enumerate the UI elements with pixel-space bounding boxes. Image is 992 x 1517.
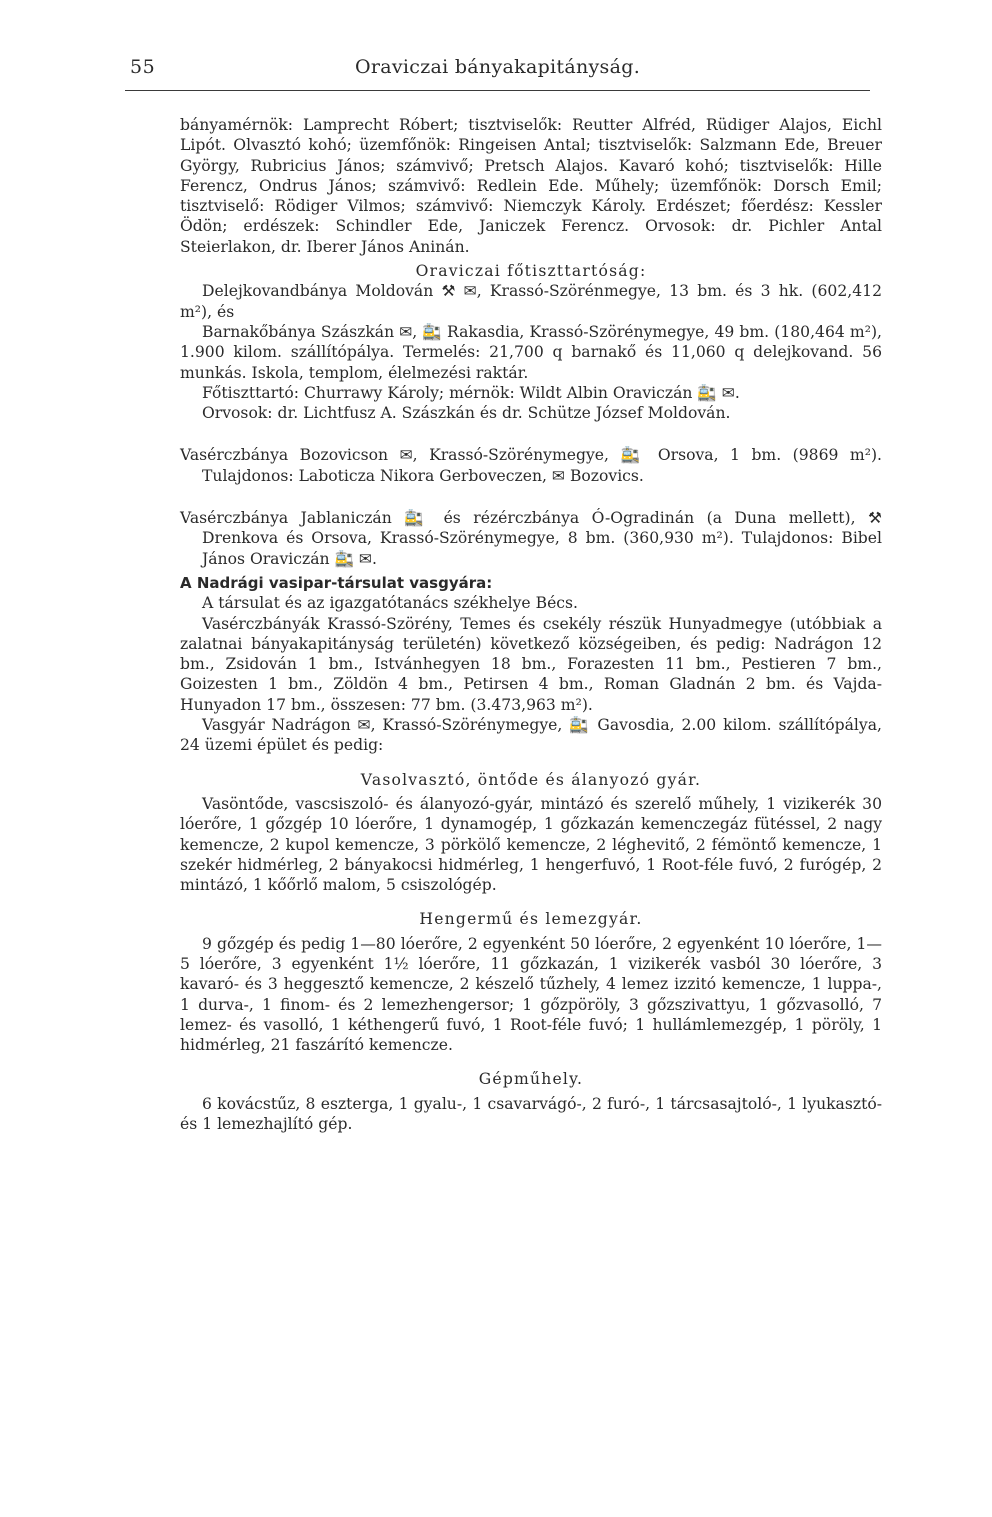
nadrag-paragraph-2: Vasérczbányák Krassó-Szörény, Temes és csekély részük Hunyadmegye (utóbbiak a zalatnai bányakapitányság területén) következő községeiben, és pedig: Nadrágon 12 bm., Zsidován 1 bm., Istvánhegyen 18 bm., Forazesten 11 bm., Pestieren 7 bm., Goizesten 1 bm., Zöldön 4 bm., Petirsen 4 bm., Roman Gladnán 2 bm. és Vajda-Hunyadon 17 bm., összesen: 77 bm. (3.473,963 m²). <box>180 614 882 714</box>
machine-shop-heading: Gépműhely. <box>478 1070 584 1089</box>
oravicza-paragraph-4: Orvosok: dr. Lichtfusz A. Szászkán és dr. Schütze József Moldován. <box>202 404 731 423</box>
running-title: Oraviczai bányakapitányság. <box>354 56 641 78</box>
page-number: 55 <box>130 56 156 78</box>
header-rule <box>125 90 870 91</box>
intro-paragraph: bányamérnök: Lamprecht Róbert; tisztviselők: Reutter Alfréd, Rüdiger Alajos, Eichl Lipót. Olvasztó kohó; üzemfőnök: Ringeisen Antal; tisztviselők: Salzmann Ede, Breuer György, Rubricius János; számvivő; Pretsch Alajos. Kavaró kohó; tisztviselők: Hille Ferencz, Ondrus János; számvivő: Redlein Ede. Műhely; üzemfőnök: Dorsch Emil; tisztviselő: Rödiger Vilmos; számvivő: Niemczyk Károly. Erdészet; főerdész: Kessler Ödön; erdészek: Schindler Ede, Janiczek Ferencz. Orvosok: dr. Pichler Antal Steierlakon, dr. Iberer János Aninán. <box>180 116 882 256</box>
machine-shop-paragraph: 6 kovácstűz, 8 eszterga, 1 gyalu-, 1 csavarvágó-, 2 furó-, 1 tárcsasajtoló-, 1 lyukasztó- és 1 lemezhajlító gép. <box>180 1094 882 1134</box>
page-body <box>180 115 882 1134</box>
jablanicza-entry: Vasérczbánya Jablaniczán 🚉 és rézérczbánya Ó-Ogradinán (a Duna mellett), ⚒ Drenkova és Orsova, Krassó-Szörénymegye, 8 bm. (360,930 m²). Tulajdonos: Bibel János Oraviczán 🚉 ✉. <box>180 509 882 568</box>
nadrag-paragraph-1: A társulat és az igazgatótanács székhelye Bécs. <box>202 594 578 613</box>
oravicza-heading: Oraviczai főtiszttartóság: <box>415 262 647 281</box>
nadrag-heading: A Nadrági vasipar-társulat vasgyára: <box>180 573 493 592</box>
oravicza-paragraph-3: Főtiszttartó: Churrawy Károly; mérnök: Wildt Albin Oraviczán 🚉 ✉. <box>202 383 740 402</box>
rolling-mill-heading: Hengermű és lemezgyár. <box>419 910 643 929</box>
foundry-paragraph: Vasöntőde, vascsiszoló- és álanyozó-gyár, mintázó és szerelő műhely, 1 vizikerék 30 lóerőre, 1 gőzgép 10 lóerőre, 1 dynamogép, 1 gőzkazán kemenczegáz fütéssel, 2 nagy kemencze, 2 kupol kemencze, 3 pörkölő kemencze, 2 léghevitő, 2 fémöntő kemencze, 1 szekér hidmérleg, 2 bányakocsi hidmérleg, 1 hengerfuvó, 1 Root-féle fuvó, 2 furógép, 2 mintázó, 1 kőőrlő malom, 5 csiszológép. <box>180 794 882 895</box>
rolling-mill-paragraph: 9 gőzgép és pedig 1—80 lóerőre, 2 egyenként 50 lóerőre, 2 egyenként 10 lóerőre, 1—5 lóerőre, 3 egyenként 1½ lóerőre, 11 gőzkazán, 1 vizikerék vasból 30 lóerőre, 3 kavaró- és 3 heggesztő kemencze, 2 készelő tűzhely, 4 lemez izzitó kemencze, 1 luppa-, 1 durva-, 1 finom- és 2 lemezhengersor; 1 gőzpöröly, 3 gőzszivattyu, 1 gőzvasolló, 7 lemez- és vasolló, 1 kéthengerű fuvó, 1 Root-féle fuvó; 1 hullámlemezgép, 1 pöröly, 1 hidmérleg, 21 faszárító kemencze. <box>180 934 882 1055</box>
page-header <box>130 56 865 84</box>
nadrag-paragraph-3: Vasgyár Nadrágon ✉, Krassó-Szörénymegye, 🚉 Gavosdia, 2.00 kilom. szállítópálya, 24 üzemi épület és pedig: <box>180 716 882 755</box>
oravicza-paragraph-2: Barnakőbánya Szászkán ✉, 🚉 Rakasdia, Krassó-Szörénymegye, 49 bm. (180,464 m²), 1.900 kilom. szállítópálya. Termelés: 21,700 q barnakő és 11,060 q delejkovand. 56 munkás. Iskola, templom, élelmezési raktár. <box>180 322 882 382</box>
oravicza-paragraph-1: Delejkovandbánya Moldován ⚒ ✉, Krassó-Szörénmegye, 13 bm. és 3 hk. (602,412 m²), és <box>180 282 882 321</box>
foundry-heading: Vasolvasztó, öntőde és álanyozó gyár. <box>360 770 702 789</box>
bozovics-entry: Vasérczbánya Bozovicson ✉, Krassó-Szörénymegye, 🚉 Orsova, 1 bm. (9869 m²). Tulajdonos: Laboticza Nikora Gerboveczen, ✉ Bozovics. <box>180 446 882 485</box>
